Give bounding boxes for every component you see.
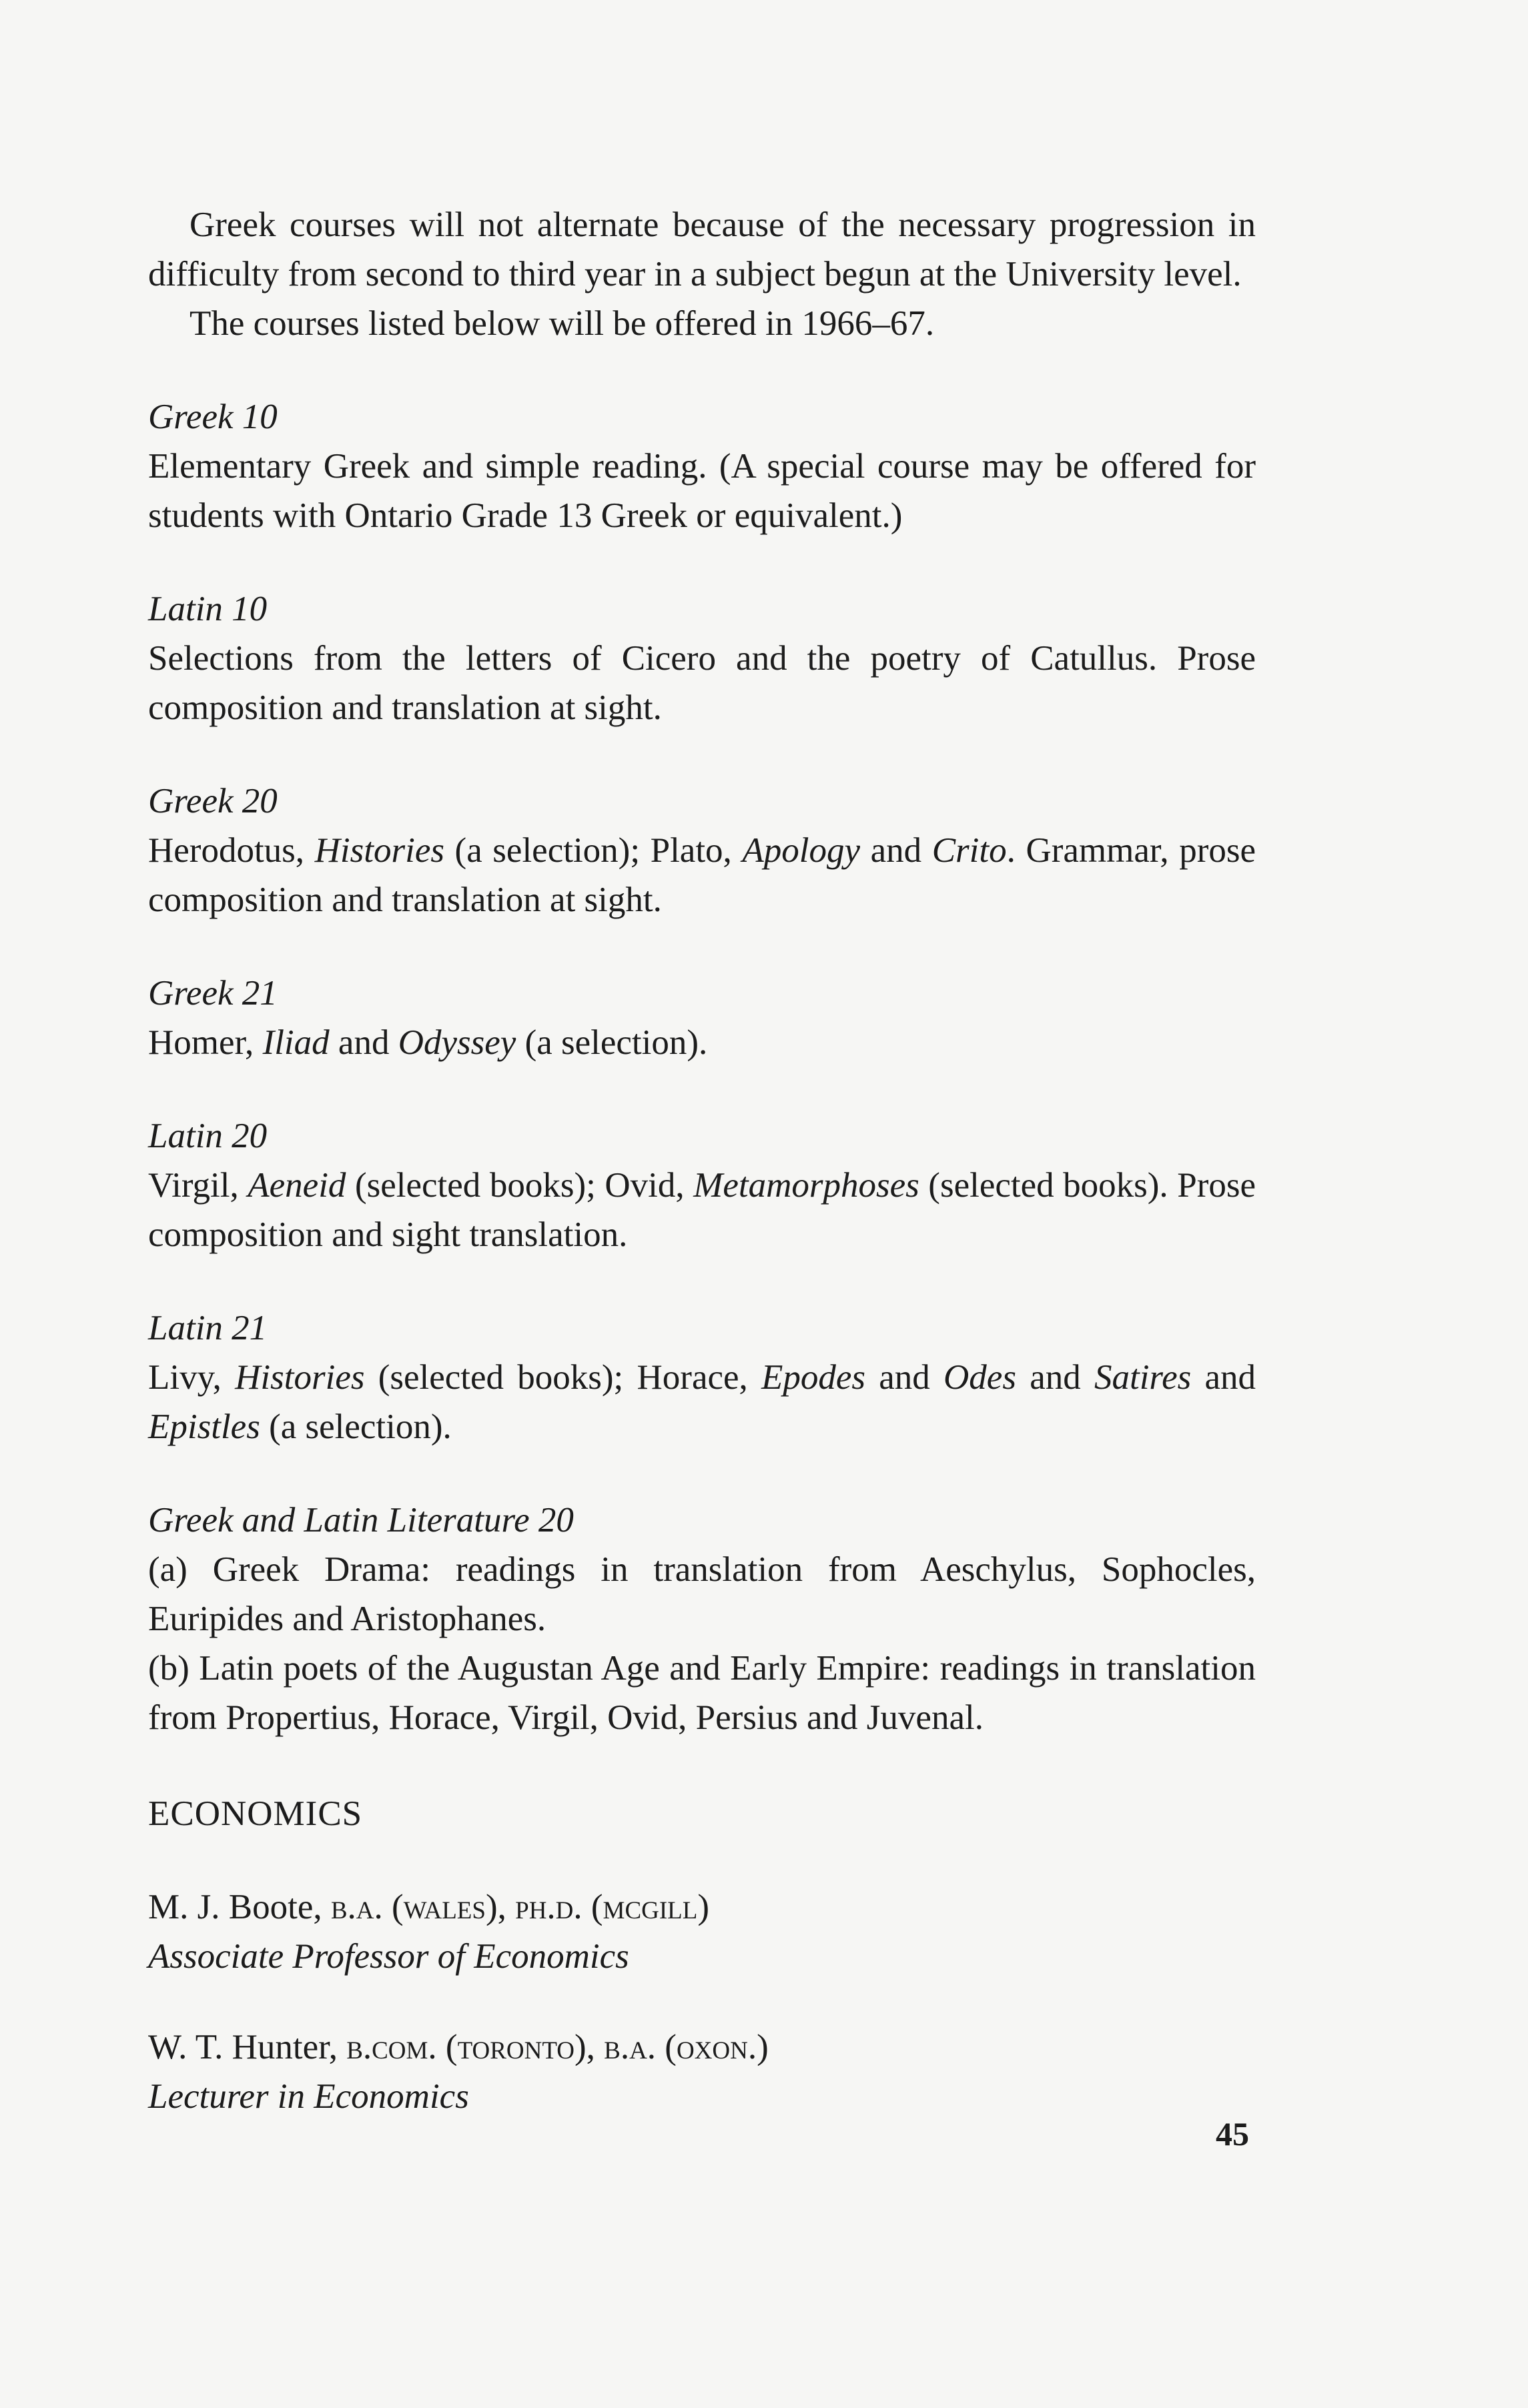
intro-paragraph: The courses listed below will be offered in 1966–67. — [189, 304, 935, 343]
description-text: (selected books); Horace, — [364, 1358, 761, 1397]
work-title: Epistles — [148, 1407, 260, 1446]
description-text: and — [860, 831, 932, 870]
description-text: Homer, — [148, 1023, 263, 1062]
work-title: Histories — [235, 1358, 365, 1397]
work-title: Odyssey — [398, 1023, 516, 1062]
staff-credentials: b.a. (wales), ph.d. (mcgill) — [330, 1888, 710, 1926]
staff-name-line — [148, 2022, 1256, 2072]
course-title: Greek 20 — [148, 782, 278, 820]
staff-credentials: b.com. (toronto), b.a. (oxon.) — [346, 2028, 769, 2066]
description-text: (selected books). Prose composition and sight translation. — [148, 1166, 1256, 1254]
course-entry — [148, 969, 1256, 1067]
course-description — [148, 826, 1256, 925]
description-text: Herodotus, — [148, 831, 315, 870]
description-text: and — [1016, 1358, 1094, 1397]
description-text: Livy, — [148, 1358, 236, 1397]
page-number: 45 — [1216, 2115, 1249, 2153]
staff-role: Associate Professor of Economics — [148, 1937, 629, 1976]
work-title: Satires — [1094, 1358, 1192, 1397]
course-description: Selections from the letters of Cicero and the poetry of Catullus. Prose composition and translation at sight. — [148, 639, 1256, 727]
course-title: Latin 10 — [148, 590, 268, 628]
work-title: Iliad — [262, 1023, 330, 1062]
staff-role: Lecturer in Economics — [148, 2077, 469, 2116]
course-title: Greek 10 — [148, 398, 278, 436]
course-entry — [148, 1495, 1256, 1742]
section-heading: ECONOMICS — [148, 1794, 363, 1833]
description-text: (a selection). — [516, 1023, 708, 1062]
course-entry — [148, 584, 1256, 732]
work-title: Aeneid — [248, 1166, 346, 1205]
description-text: . Grammar, prose composition and translation at sight. — [148, 831, 1256, 919]
work-title: Apology — [742, 831, 861, 870]
description-text: and — [865, 1358, 944, 1397]
staff-entry — [148, 1882, 1256, 1981]
course-description-a: (a) Greek Drama: readings in translation from Aeschylus, Sophocles, Euripides and Aristophanes. — [148, 1550, 1256, 1638]
course-title: Latin 20 — [148, 1117, 268, 1155]
course-title: Greek 21 — [148, 974, 278, 1013]
course-entry — [148, 1303, 1256, 1451]
course-title: Latin 21 — [148, 1309, 268, 1347]
description-text: (a selection). — [260, 1407, 452, 1446]
course-description: Elementary Greek and simple reading. (A special course may be offered for students with Ontario Grade 13 Greek or equivalent.) — [148, 447, 1256, 535]
work-title: Odes — [943, 1358, 1016, 1397]
staff-entry — [148, 2022, 1256, 2121]
description-text: and — [329, 1023, 398, 1062]
work-title: Epodes — [761, 1358, 866, 1397]
course-description — [148, 1018, 1256, 1067]
course-entry — [148, 392, 1256, 540]
course-entry — [148, 776, 1256, 925]
course-entry — [148, 1111, 1256, 1259]
staff-name-line — [148, 1882, 1256, 1932]
staff-name: M. J. Boote, — [148, 1888, 322, 1926]
work-title: Histories — [314, 831, 444, 870]
intro-paragraph: Greek courses will not alternate because of the necessary progression in difficulty from second to third year in a subject begun at the University level. — [148, 205, 1256, 293]
staff-name: W. T. Hunter, — [148, 2028, 338, 2066]
course-description — [148, 1161, 1256, 1259]
page-content — [148, 200, 1256, 2163]
description-text: Virgil, — [148, 1166, 248, 1205]
description-text: and — [1191, 1358, 1256, 1397]
description-text: (selected books); Ovid, — [346, 1166, 694, 1205]
course-description — [148, 1353, 1256, 1451]
work-title: Metamorphoses — [693, 1166, 919, 1205]
course-title: Greek and Latin Literature 20 — [148, 1501, 574, 1540]
course-description-b: (b) Latin poets of the Augustan Age and Early Empire: readings in translation from Propertius, Horace, Virgil, Ovid, Persius and Juvenal. — [148, 1649, 1256, 1737]
work-title: Crito — [931, 831, 1007, 870]
description-text: (a selection); Plato, — [444, 831, 743, 870]
